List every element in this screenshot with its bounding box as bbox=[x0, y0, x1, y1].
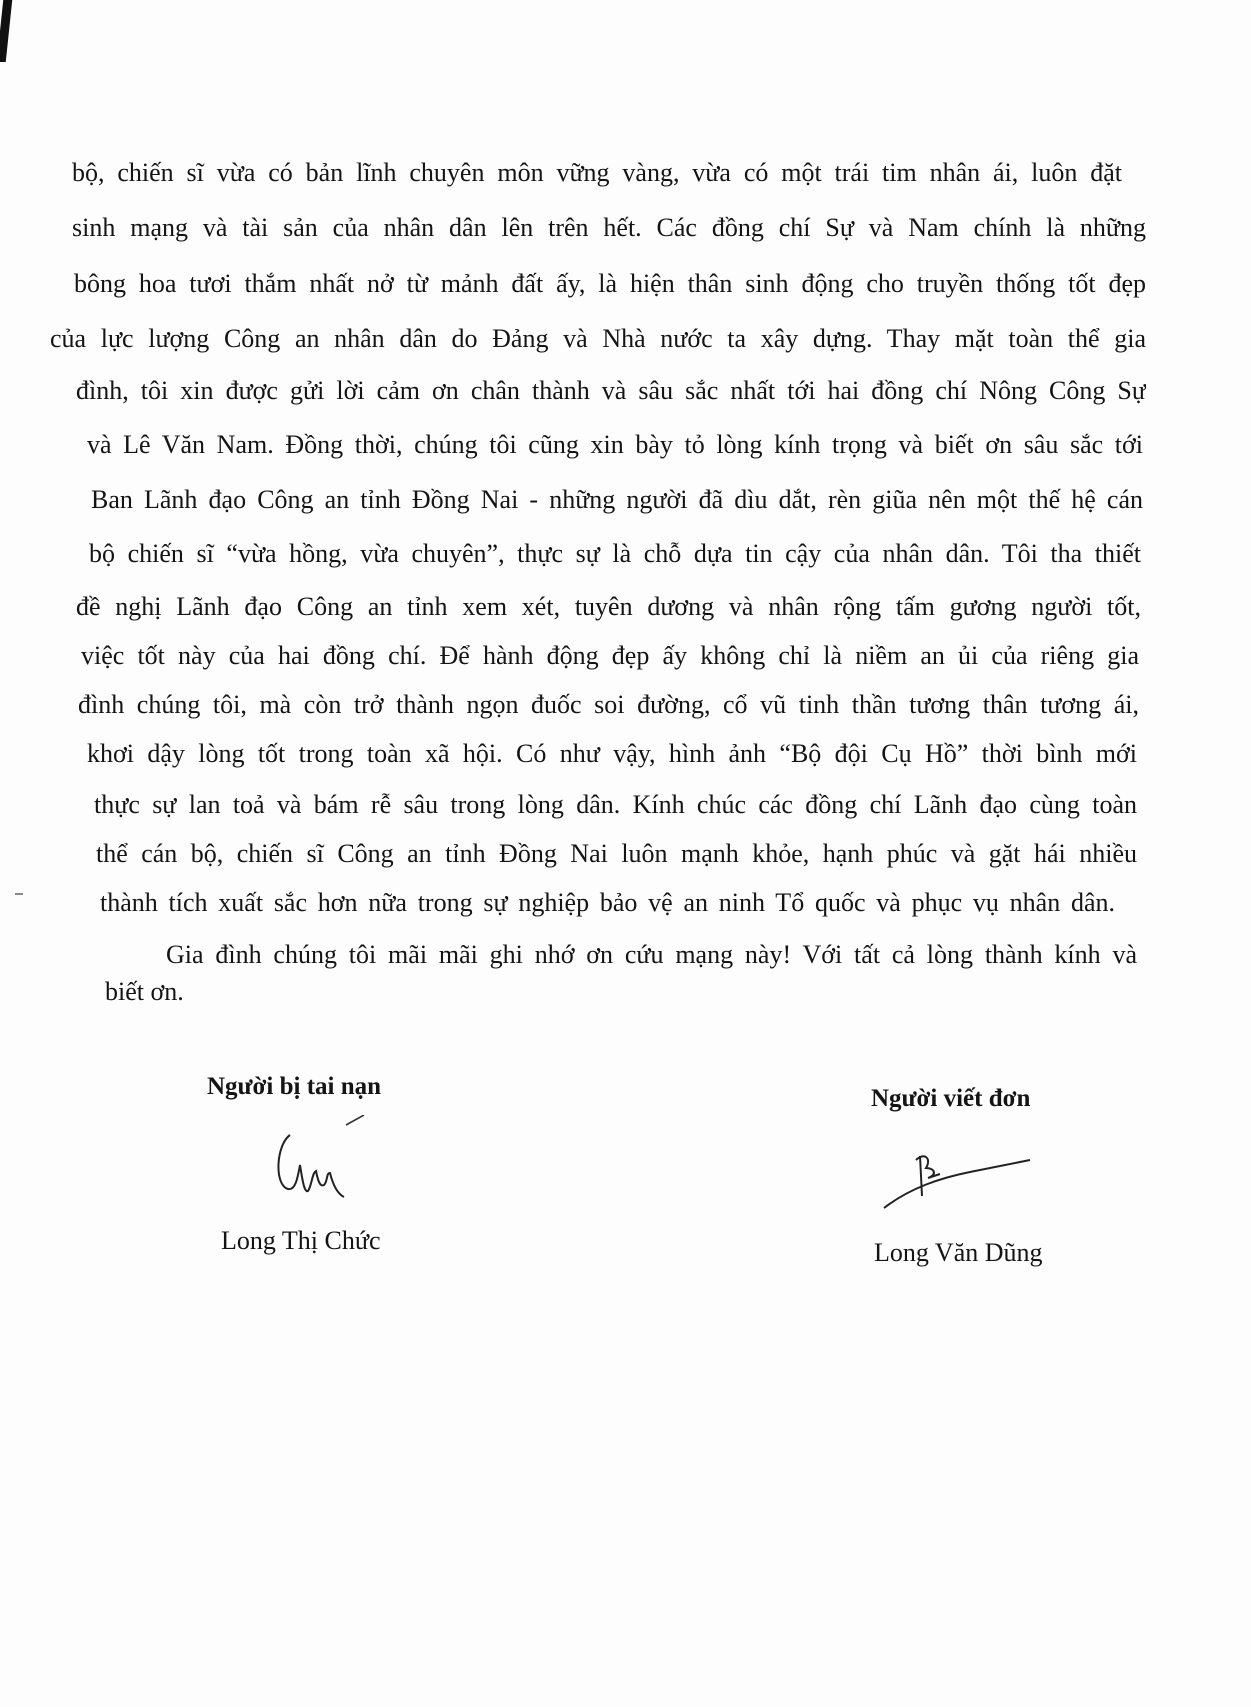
scan-edge-mark bbox=[0, 0, 12, 62]
letter-line: Gia đình chúng tôi mãi mãi ghi nhớ ơn cứu mạng này! Với tất cả lòng thành kính và bbox=[166, 940, 1137, 969]
signer-title-right: Người viết đơn bbox=[871, 1085, 1031, 1112]
letter-line: thực sự lan toả và bám rễ sâu trong lòng dân. Kính chúc các đồng chí Lãnh đạo cùng toàn bbox=[94, 790, 1137, 819]
letter-line: đề nghị Lãnh đạo Công an tỉnh xem xét, tuyên dương và nhân rộng tấm gương người tốt, bbox=[76, 592, 1141, 621]
scan-speck bbox=[15, 893, 23, 895]
letter-line: sinh mạng và tài sản của nhân dân lên trên hết. Các đồng chí Sự và Nam chính là những bbox=[72, 213, 1146, 242]
signer-title-left: Người bị tai nạn bbox=[207, 1073, 382, 1100]
letter-line: đình chúng tôi, mà còn trở thành ngọn đuốc soi đường, cổ vũ tinh thần tương thân tương ái, bbox=[78, 690, 1139, 719]
letter-line: bông hoa tươi thắm nhất nở từ mảnh đất ấy, là hiện thân sinh động cho truyền thống tốt đẹp bbox=[74, 269, 1146, 298]
letter-line: thể cán bộ, chiến sĩ Công an tỉnh Đồng Nai luôn mạnh khỏe, hạnh phúc và gặt hái nhiều bbox=[96, 839, 1137, 868]
letter-line: Ban Lãnh đạo Công an tỉnh Đồng Nai - những người đã dìu dắt, rèn giũa nên một thế hệ cán bbox=[91, 485, 1143, 514]
letter-line: bộ, chiến sĩ vừa có bản lĩnh chuyên môn vững vàng, vừa có một trái tim nhân ái, luôn đặt bbox=[72, 158, 1122, 187]
letter-line: và Lê Văn Nam. Đồng thời, chúng tôi cũng xin bày tỏ lòng kính trọng và biết ơn sâu sắc tới bbox=[87, 430, 1143, 459]
letter-line: biết ơn. bbox=[105, 977, 184, 1006]
handwritten-signature-left bbox=[268, 1115, 388, 1205]
letter-line: đình, tôi xin được gửi lời cảm ơn chân thành và sâu sắc nhất tới hai đồng chí Nông Công Sự bbox=[76, 376, 1146, 405]
signer-name-left: Long Thị Chức bbox=[221, 1226, 381, 1255]
letter-line: việc tốt này của hai đồng chí. Để hành động đẹp ấy không chỉ là niềm an ủi của riêng gia bbox=[81, 641, 1139, 670]
letter-line: khơi dậy lòng tốt trong toàn xã hội. Có như vậy, hình ảnh “Bộ đội Cụ Hồ” thời bình mới bbox=[87, 739, 1137, 768]
letter-line: của lực lượng Công an nhân dân do Đảng và Nhà nước ta xây dựng. Thay mặt toàn thể gia bbox=[50, 324, 1146, 353]
signer-name-right: Long Văn Dũng bbox=[874, 1238, 1043, 1267]
handwritten-signature-right bbox=[880, 1148, 1040, 1218]
letter-line: bộ chiến sĩ “vừa hồng, vừa chuyên”, thực sự là chỗ dựa tin cậy của nhân dân. Tôi tha thiết bbox=[89, 539, 1141, 568]
letter-line: thành tích xuất sắc hơn nữa trong sự nghiệp bảo vệ an ninh Tổ quốc và phục vụ nhân dân. bbox=[100, 888, 1115, 917]
